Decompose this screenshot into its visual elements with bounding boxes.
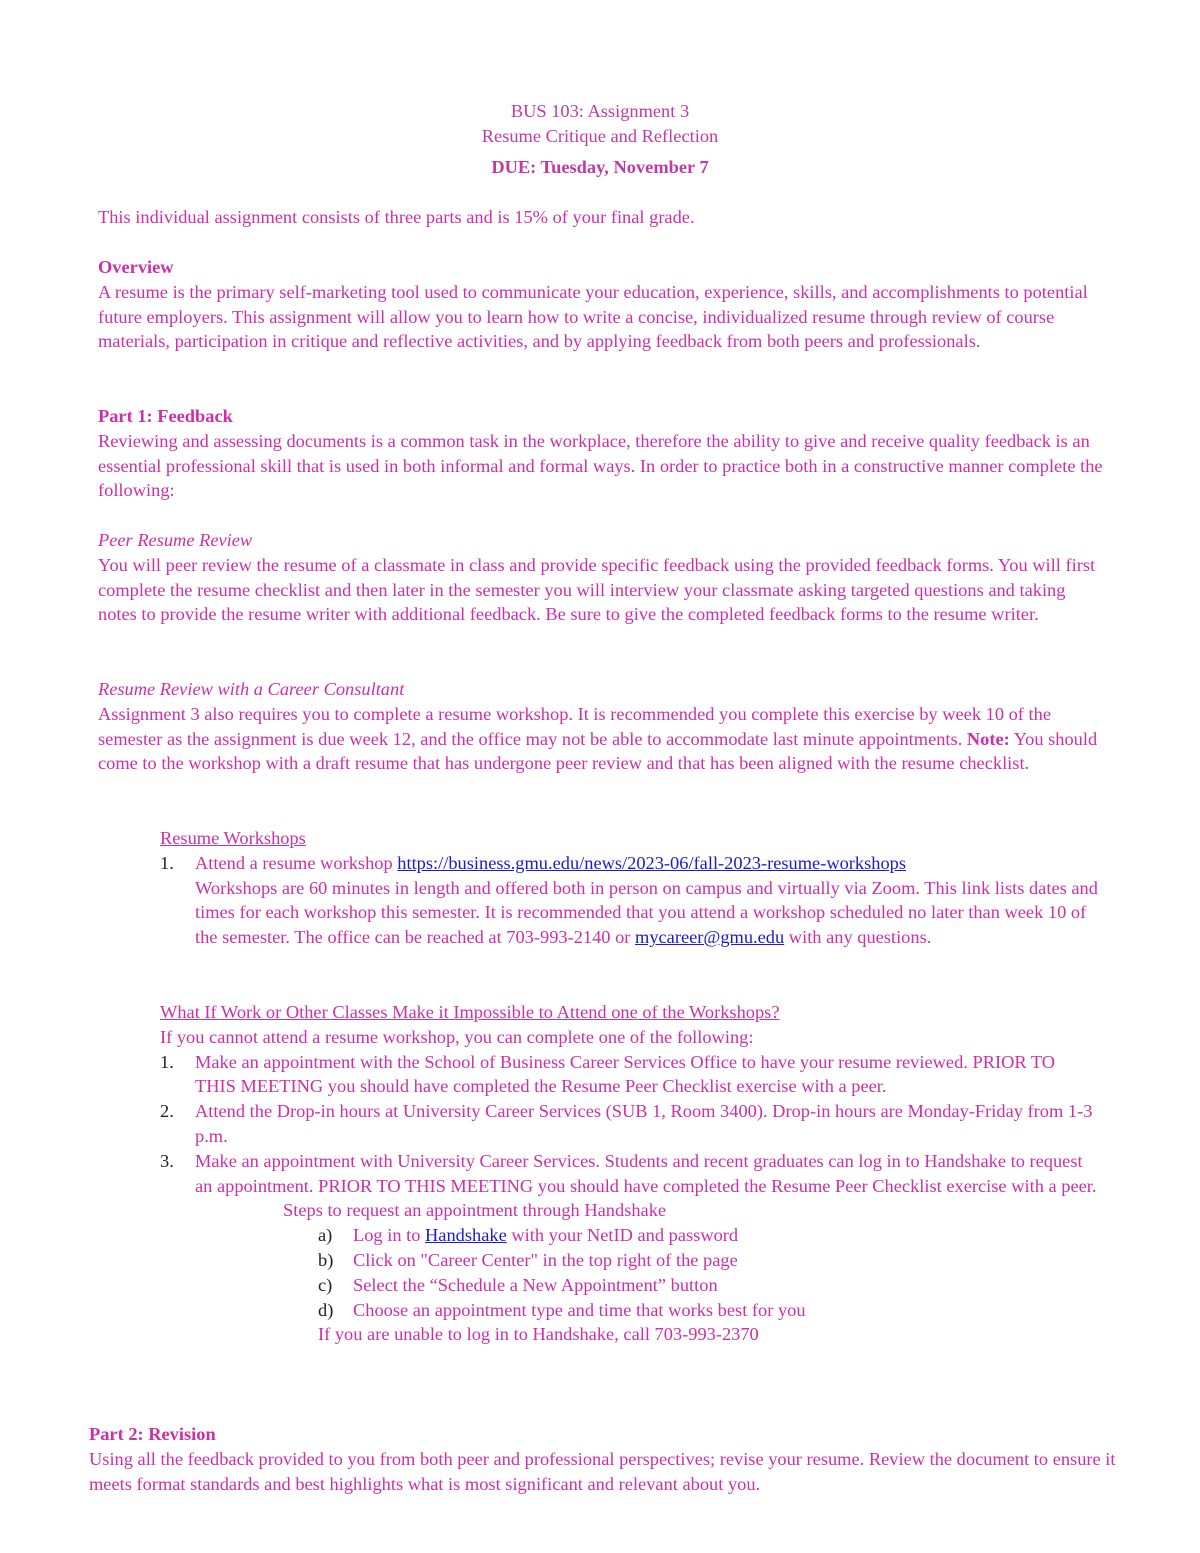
- note-label: Note:: [966, 728, 1010, 749]
- list-item: [124, 1149, 1100, 1199]
- workshops-link[interactable]: https://business.gmu.edu/news/2023-06/fall-2023-resume-workshops: [397, 852, 907, 873]
- overview-body: A resume is the primary self-marketing tool used to communicate your education, experience, skills, and accomplishments to potential future employers. This assignment will allow you to learn how to write a concise, individualized resume through review of course materials, participation in critique and reflective activities, and by applying feedback from both peers and professionals.: [98, 281, 1088, 352]
- alternatives-intro: If you cannot attend a resume workshop, you can complete one of the following:: [160, 1026, 754, 1047]
- list-number: 2.: [160, 1101, 174, 1122]
- workshop-item-suffix: with any questions.: [784, 927, 932, 948]
- list-item: [124, 1050, 1100, 1100]
- consultant-body-part1: Assignment 3 also requires you to complete a resume workshop. It is recommended you complete this exercise by week 10 of the semester as the assignment is due week 12, and the office may not be able to accommodate last minute appointments.: [98, 703, 1051, 749]
- list-item: [283, 1298, 1100, 1323]
- alternative-text: Make an appointment with University Career Services. Students and recent graduates can log in to Handshake to request an appointment. PRIOR TO THIS MEETING you should have completed the Resume Peer Checklist exercise with a peer.: [195, 1150, 1097, 1196]
- list-item: [283, 1248, 1100, 1273]
- consultant-heading: Resume Review with a Career Consultant: [98, 679, 405, 699]
- list-letter: c): [318, 1274, 333, 1295]
- list-letter: a): [318, 1225, 333, 1246]
- workshop-item-prefix: Attend a resume workshop: [195, 852, 398, 873]
- peer-review-body: You will peer review the resume of a classmate in class and provide specific feedback using the provided feedback forms. You will first complete the resume checklist and then later in the semester you will interview your classmate asking targeted questions and taking notes to provide the resume writer with additional feedback. Be sure to give the completed feedback forms to the resume writer.: [98, 554, 1096, 625]
- workshops-heading: Resume Workshops: [160, 828, 306, 848]
- part2-body: Using all the feedback provided to you from both peer and professional perspectives; revise your resume. Review the document to ensure it meets format standards and best highlights what is most significant and relevant about you.: [89, 1448, 1116, 1494]
- part2-section: [89, 1422, 1119, 1496]
- alternatives-heading: What If Work or Other Classes Make it Impossible to Attend one of the Workshops?: [160, 1002, 780, 1022]
- due-date: DUE: Tuesday, November 7: [491, 156, 709, 177]
- list-item: [124, 851, 1100, 950]
- alternatives-section: [160, 1000, 1100, 1347]
- list-letter: d): [318, 1299, 334, 1320]
- consultant-body-part2: You should come to the workshop with a draft resume that has undergone peer review and that has been aligned with the resume checklist.: [98, 728, 1098, 774]
- list-item: [283, 1223, 1100, 1248]
- part1-body: Reviewing and assessing documents is a common task in the workplace, therefore the ability to give and receive quality feedback is an essential professional skill that is used in both informal and formal ways. In order to practice both in a constructive manner complete the following:: [98, 430, 1103, 501]
- steps-heading: Steps to request an appointment through Handshake: [283, 1200, 667, 1221]
- intro-text: This individual assignment consists of three parts and is 15% of your final grade.: [98, 207, 695, 227]
- list-number: 1.: [160, 1051, 174, 1072]
- step-d-text: Choose an appointment type and time that works best for you: [353, 1299, 806, 1320]
- workshops-section: [160, 826, 1100, 950]
- assignment-subtitle: Resume Critique and Reflection: [481, 125, 719, 146]
- step-a-prefix: Log in to: [353, 1225, 426, 1246]
- course-title: BUS 103: Assignment 3: [510, 101, 690, 121]
- workshops-list: [124, 851, 1100, 950]
- step-c-text: Select the “Schedule a New Appointment” button: [353, 1274, 718, 1295]
- consultant-section: [98, 677, 1108, 776]
- alternatives-list: [124, 1050, 1100, 1199]
- overview-heading: Overview: [98, 257, 174, 277]
- handshake-steps-list: [283, 1223, 1100, 1322]
- list-letter: b): [318, 1249, 334, 1270]
- handshake-link[interactable]: Handshake: [425, 1225, 507, 1246]
- workshop-item-body: Workshops are 60 minutes in length and offered both in person on campus and virtually via Zoom. This link lists dates and times for each workshop this semester. It is recommended that you attend a workshop scheduled no later than week 10 of the semester. The office can be reached at 703-993-2140 or: [195, 877, 1098, 948]
- step-b-text: Click on "Career Center" in the top right of the page: [353, 1249, 738, 1270]
- part2-heading: Part 2: Revision: [89, 1424, 216, 1444]
- list-number: 1.: [160, 852, 174, 873]
- career-email-link[interactable]: mycareer@gmu.edu: [635, 927, 785, 948]
- consultant-body: [98, 702, 1108, 776]
- list-item: [283, 1273, 1100, 1298]
- peer-review-heading: Peer Resume Review: [98, 530, 253, 550]
- handshake-fallback: If you are unable to log in to Handshake, call 703-993-2370: [318, 1324, 759, 1345]
- overview-section: [98, 255, 1108, 354]
- alternative-text: Make an appointment with the School of Business Career Services Office to have your resume reviewed. PRIOR TO THIS MEETING you should have completed the Resume Peer Checklist exercise with a peer.: [195, 1051, 1056, 1097]
- peer-review-section: [98, 528, 1108, 627]
- list-number: 3.: [160, 1150, 174, 1171]
- intro-paragraph: [98, 205, 1108, 230]
- list-item: [124, 1099, 1100, 1149]
- document-header: [0, 99, 1200, 179]
- part1-heading: Part 1: Feedback: [98, 406, 233, 426]
- step-a-suffix: with your NetID and password: [506, 1225, 739, 1246]
- part1-section: [98, 404, 1108, 503]
- alternative-text: Attend the Drop-in hours at University Career Services (SUB 1, Room 3400). Drop-in hours are Monday-Friday from 1-3 p.m.: [195, 1101, 1093, 1146]
